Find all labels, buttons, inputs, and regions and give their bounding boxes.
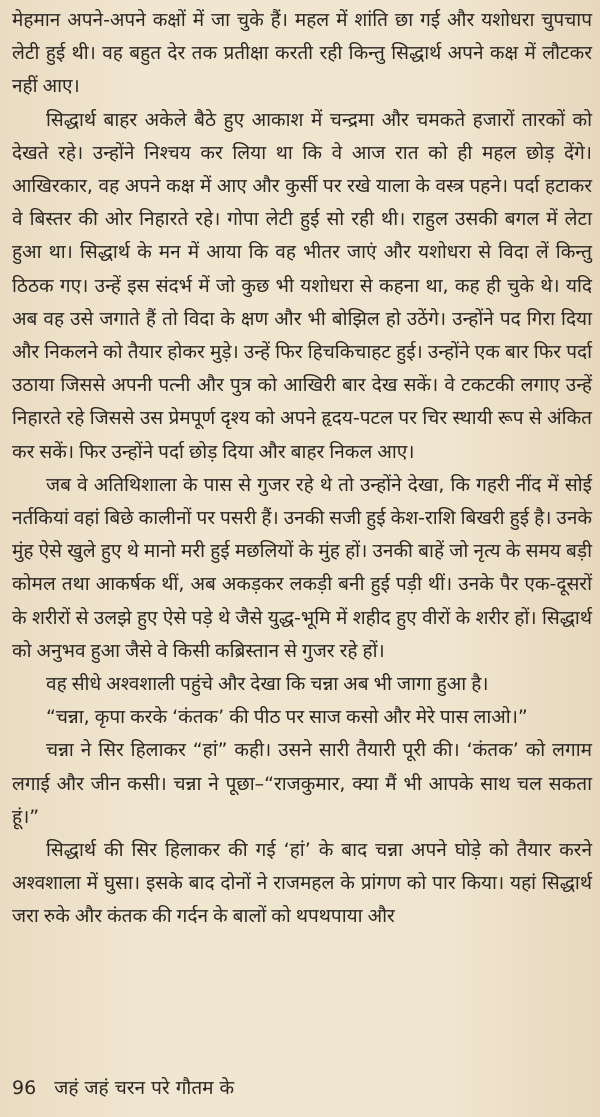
paragraph-3: जब वे अतिथिशाला के पास से गुजर रहे थे तो उन्होंने देखा, कि गहरी नींद में सोई नर्तकियां वहां बिछे कालीनों पर पसरी हैं। उनकी सजी हुई केश-राशि बिखरी हुई है। उनके मुंह ऐसे खुले हुए थे मानो मरी हुई मछलियों के मुंह हों। उनकी बाहें जो नृत्य के समय बड़ी कोमल तथा आकर्षक थीं, अब अकड़कर लकड़ी बनी हुई पड़ी थीं। उनके पैर एक-दूसरों के शरीरों से उलझे हुए ऐसे पड़े थे जैसे युद्ध-भूमि में शहीद हुए वीरों के शरीर हों। सिद्धार्थ को अनुभव हुआ जैसे वे किसी कब्रिस्तान से गुजर रहे हों। bbox=[12, 473, 592, 662]
paragraph-4: वह सीधे अश्वशाली पहुंचे और देखा कि चन्ना अब भी जागा हुआ है। bbox=[46, 673, 489, 696]
paragraph-7: सिद्धार्थ की सिर हिलाकर की गई ‘हां’ के बाद चन्ना अपने घोड़े को तैयार करने अश्वशाला में घुसा। इसके बाद दोनों ने राजमहल के प्रांगण को पार किया। यहां सिद्धार्थ जरा रुके और कंतक की गर्दन के बालों को थपथपाया और bbox=[12, 839, 592, 928]
paragraph-5: “चन्ना, कृपा करके ‘कंतक’ की पीठ पर साज कसो और मेरे पास लाओ।” bbox=[46, 706, 528, 729]
paragraph-1: मेहमान अपने-अपने कक्षों में जा चुके हैं। महल में शांति छा गई और यशोधरा चुपचाप लेटी हुई थी। वह बहुत देर तक प्रतीक्षा करती रही किन्तु सिद्धार्थ अपने कक्ष में लौटकर नहीं आए। bbox=[12, 9, 592, 98]
paragraph-6: चन्ना ने सिर हिलाकर “हां” कही। उसने सारी तैयारी पूरी की। ‘कंतक’ को लगाम लगाई और जीन कसी। चन्ना ने पूछा–“राजकुमार, क्या मैं भी आपके साथ चल सकता हूं।” bbox=[12, 739, 592, 828]
page-footer bbox=[12, 1076, 234, 1100]
page-body bbox=[12, 4, 592, 934]
running-title: जहं जहं चरन परे गौतम के bbox=[54, 1077, 235, 1099]
page-number: 96 bbox=[12, 1077, 37, 1099]
paragraph-2: सिद्धार्थ बाहर अकेले बैठे हुए आकाश में चन्द्रमा और चमकते हजारों तारकों को देखते रहे। उन्होंने निश्चय कर लिया था कि वे आज रात को ही महल छोड़ देंगे। आखिरकार, वह अपने कक्ष में आए और कुर्सी पर रखे याला के वस्त्र पहने। पर्दा हटाकर वे बिस्तर की ओर निहारते रहे। गोपा लेटी हुई सो रही थी। राहुल उसकी बगल में लेटा हुआ था। सिद्धार्थ के मन में आया कि वह भीतर जाएं और यशोधरा से विदा लें किन्तु ठिठक गए। उन्हें इस संदर्भ में जो कुछ भी यशोधरा से कहना था, कह ही चुके थे। यदि अब वह उसे जगाते हैं तो विदा के क्षण और भी बोझिल हो उठेंगे। उन्होंने पद गिरा दिया और निकलने को तैयार होकर मुड़े। उन्हें फिर हिचकिचाहट हुई। उन्होंने एक बार फिर पर्दा उठाया जिससे अपनी पत्नी और पुत्र को आखिरी बार देख सकें। वे टकटकी लगाए उन्हें निहारते रहे जिससे उस प्रेमपूर्ण दृश्य को अपने हृदय-पटल पर चिर स्थायी रूप से अंकित कर सकें। फिर उन्होंने पर्दा छोड़ दिया और बाहर निकल आए। bbox=[12, 108, 592, 463]
